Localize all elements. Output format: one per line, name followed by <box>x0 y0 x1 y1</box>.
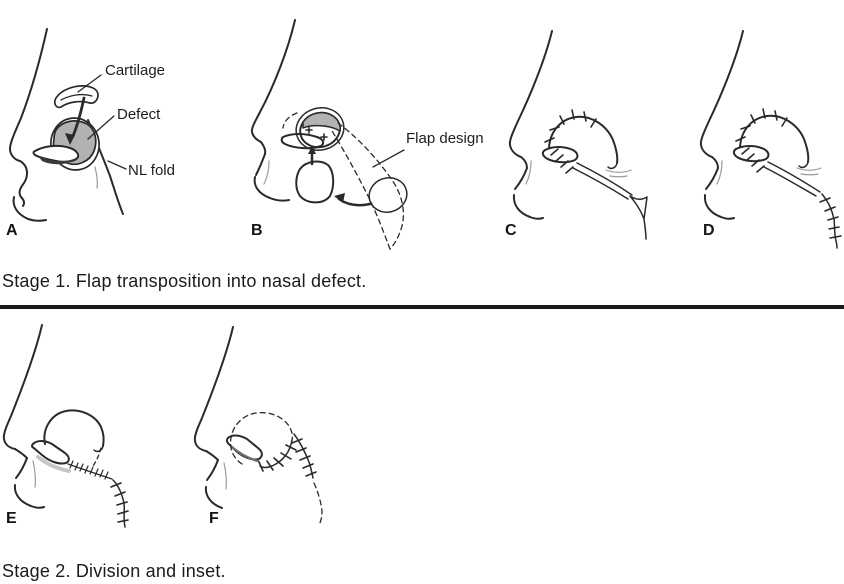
flap-design-leader-line <box>373 150 404 167</box>
sutured-flap-dome <box>549 117 617 163</box>
nl-fold-leader-line <box>108 161 126 169</box>
panel-letter-a: A <box>6 222 18 239</box>
stage2-caption: Stage 2. Division and inset. <box>2 561 226 581</box>
ala-shape <box>734 146 769 161</box>
donor-suture-marks <box>820 198 841 238</box>
defect-label: Defect <box>117 106 161 123</box>
flap-design-label: Flap design <box>406 130 484 147</box>
panel-b-drawing <box>252 20 411 249</box>
panel-c-drawing <box>510 31 647 239</box>
flap-donor-shape <box>365 173 412 217</box>
dome-suture-marks <box>736 109 787 141</box>
sutured-flap-dome <box>740 116 808 162</box>
stage1-caption: Stage 1. Flap transposition into nasal defect. <box>2 271 367 291</box>
cartilage-label: Cartilage <box>105 62 166 79</box>
panel-letter-b: B <box>251 222 263 239</box>
stage-divider <box>0 305 844 309</box>
ala-shape <box>543 147 578 162</box>
panel-letter-e: E <box>6 510 17 527</box>
cartilage-shape <box>55 86 98 108</box>
standing-cone-wedge <box>630 196 647 219</box>
nl-fold-label: NL fold <box>128 162 175 179</box>
ala-shape <box>34 146 79 162</box>
panel-letter-d: D <box>703 222 715 239</box>
inset-suture-arc <box>260 440 292 468</box>
panel-letter-f: F <box>209 510 219 527</box>
panel-a-drawing <box>10 29 126 221</box>
transposed-flap-shape <box>296 162 333 203</box>
dome-suture-marks <box>545 110 596 142</box>
transposition-arrow <box>339 199 370 205</box>
healed-flap-outline <box>44 410 103 446</box>
panel-d-drawing <box>701 31 841 248</box>
panel-e-drawing <box>4 325 128 527</box>
ala-shape <box>32 441 69 464</box>
nl-fold-suture-marks <box>292 439 316 476</box>
donor-suture-line <box>822 194 837 248</box>
panel-letter-c: C <box>505 222 517 239</box>
panel-f-drawing <box>195 327 322 525</box>
